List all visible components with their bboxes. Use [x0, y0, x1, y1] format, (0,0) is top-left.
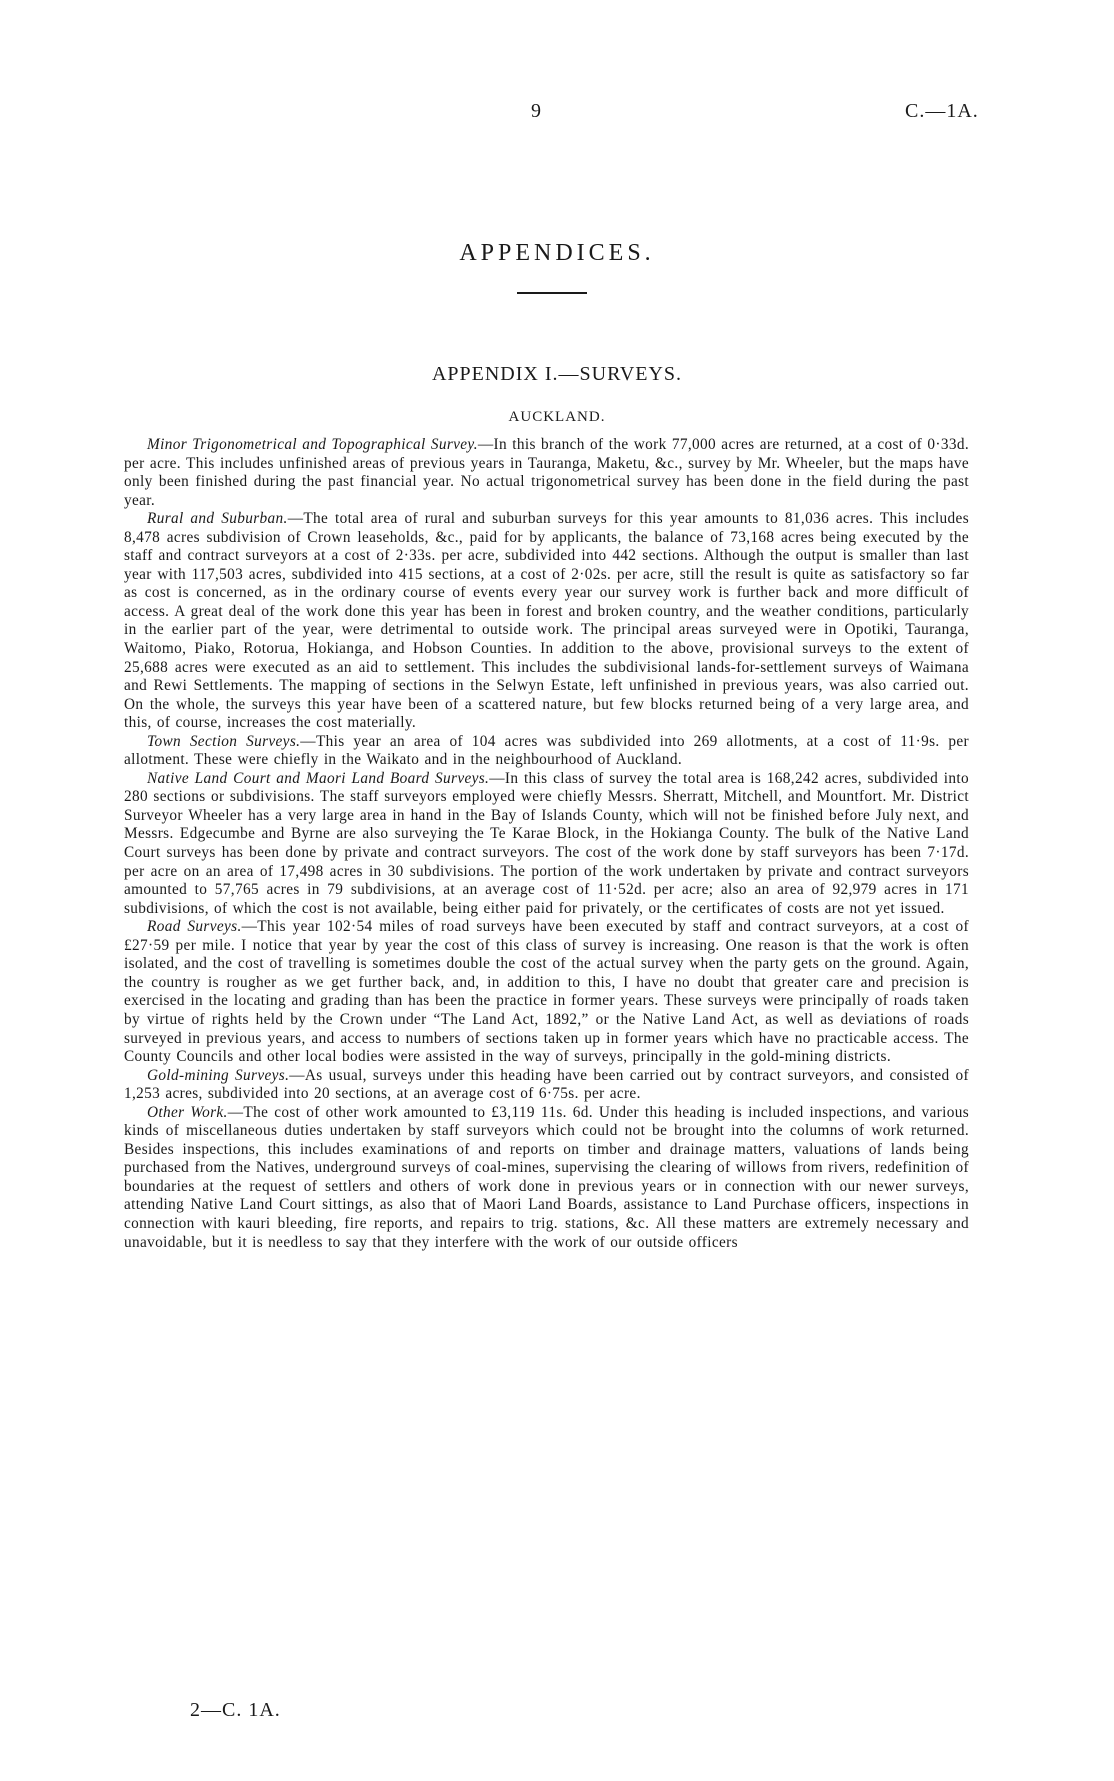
body-text	[124, 436, 969, 1252]
paragraph-lead: Road Surveys.	[147, 918, 242, 936]
paragraph-lead: Rural and Suburban.	[147, 510, 288, 528]
paragraph-lead: Minor Trigonometrical and Topographical Survey.	[147, 436, 478, 453]
paragraph-lead: Other Work.	[147, 1103, 228, 1121]
document-reference: C.—1A.	[905, 100, 979, 122]
paragraph-text: —In this branch of the work 77,000 acres are returned, at a cost of 0·33d. per acre. This includes unfinished areas of previous years in Tauranga, Maketu, &c., survey by Mr. Wheeler, but the maps have only been finished during the past financial year. No actual trigonometrical survey has been done in the field during the past year.	[124, 436, 969, 509]
paragraph-text: —This year 102·54 miles of road surveys have been executed by staff and contract surveyors, at a cost of £27·59 per mile. I notice that year by year the cost of this class of survey is increasing. One reason is that the work is often isolated, and the cost of travelling is sometimes double the cost of the actual survey when the party gets on the ground. Again, the country is rougher as we get further back, and, in addition to this, I have no doubt that greater care and precision is exercised in the locating and grading than has been the practice in former years. These surveys were principally of roads taken by virtue of rights held by the Crown under “The Land Act, 1892,” or the Native Land Act, as well as deviations of roads surveyed in previous years, and access to numbers of sections taken up in former years which have no practicable access. The County Councils and other local bodies were assisted in the way of surveys, principally in the gold-mining districts.	[124, 918, 969, 1066]
paragraph-gold-mining	[124, 1067, 969, 1104]
paragraph-text: —This year an area of 104 acres was subdivided into 269 allotments, at a cost of 11·9s. per allotment. These were chiefly in the Waikato and in the neighbourhood of Auckland.	[124, 732, 969, 769]
paragraph-other-work	[124, 1104, 969, 1252]
appendix-heading: APPENDIX I.—SURVEYS.	[431, 363, 683, 385]
paragraph-text: —The cost of other work amounted to £3,119 11s. 6d. Under this heading is included inspections, and various kinds of miscellaneous duties undertaken by staff surveyors which could not be brought into the columns of work returned. Besides inspections, this includes examinations of and reports on timber and drainage matters, valuations of lands being purchased from the Natives, underground surveys of coal-mines, supervising the clearing of willows from rivers, redefinition of boundaries at the request of settlers and others of work done in previous years or in connection with our newer surveys, attending Native Land Court sittings, as also that of Maori Land Boards, assistance to Land Purchase officers, inspections in connection with kauri bleeding, fire reports, and repairs to trig. stations, &c. All these matters are extremely necessary and unavoidable, but it is needless to say that they interfere with the work of our outside officers	[124, 1103, 969, 1251]
paragraph-text: —The total area of rural and suburban surveys for this year amounts to 81,036 acres. This includes 8,478 acres subdivision of Crown leaseholds, &c., paid for by applicants, the balance of 73,168 acres being executed by the staff and contract surveyors at a cost of 2·33s. per acre, subdivided into 442 sections. Although the output is smaller than last year with 117,503 acres, subdivided into 415 sections, at a cost of 2·02s. per acre, still the result is quite as satisfactory so far as cost is concerned, as in the ordinary course of events every year our survey work is further back and more difficult of access. A great deal of the work done this year has been in forest and broken country, and the weather conditions, particularly in the earlier part of the year, were detrimental to outside work. The principal areas surveyed were in Opotiki, Tauranga, Waitomo, Piako, Rotorua, Hokianga, and Hobson Counties. In addition to the above, provisional surveys to the extent of 25,688 acres were executed as an aid to settlement. This includes the subdivisional lands-for-settlement surveys of Waimana and Rewi Settlements. The mapping of sections in the Selwyn Estate, left unfinished in previous years, was also carried out. On the whole, the surveys this year have been of a scattered nature, but few blocks returned being of a very large area, and this, of course, increases the cost materially.	[124, 510, 969, 732]
paragraph-lead: Town Section Surveys.	[147, 732, 301, 750]
title-divider	[517, 292, 587, 294]
paragraph-road-surveys	[124, 918, 969, 1066]
paragraph-text: —In this class of survey the total area is 168,242 acres, subdivided into 280 sections or subdivisions. The staff surveyors employed were chiefly Messrs. Sherratt, Mitchell, and Mountfort. Mr. District Surveyor Wheeler has a very large area in hand in the Bay of Islands County, which will not be finished before July next, and Messrs. Edgecumbe and Byrne are also surveying the Te Karae Block, in the Hokianga County. The bulk of the Native Land Court surveys has been done by private and contract surveyors. The cost of the work done by staff surveyors has been 7·17d. per acre on an area of 17,498 acres in 30 subdivisions. The portion of the work undertaken by private and contract surveyors amounted to 57,765 acres in 79 subdivisions, at an average cost of 11·52d. per acre; also an area of 92,979 acres in 171 subdivisions, of which the cost is not available, being either paid for privately, or the certificates of costs are not yet issued.	[124, 769, 970, 917]
main-title: APPENDICES.	[459, 240, 655, 266]
paragraph-native-land-court	[124, 770, 969, 918]
region-heading: AUCKLAND.	[508, 409, 606, 425]
paragraph-minor-trig	[124, 436, 969, 510]
paragraph-lead: Gold-mining Surveys.	[147, 1066, 290, 1084]
paragraph-rural-suburban	[124, 510, 969, 733]
paragraph-text: —As usual, surveys under this heading have been carried out by contract surveyors, and consisted of 1,253 acres, subdivided into 20 sections, at an average cost of 6·75s. per acre.	[124, 1066, 969, 1103]
footer-signature-mark: 2—C. 1A.	[190, 1699, 281, 1721]
paragraph-lead: Native Land Court and Maori Land Board Surveys.	[147, 769, 490, 787]
page-number: 9	[531, 100, 541, 122]
paragraph-town-section	[124, 733, 969, 770]
